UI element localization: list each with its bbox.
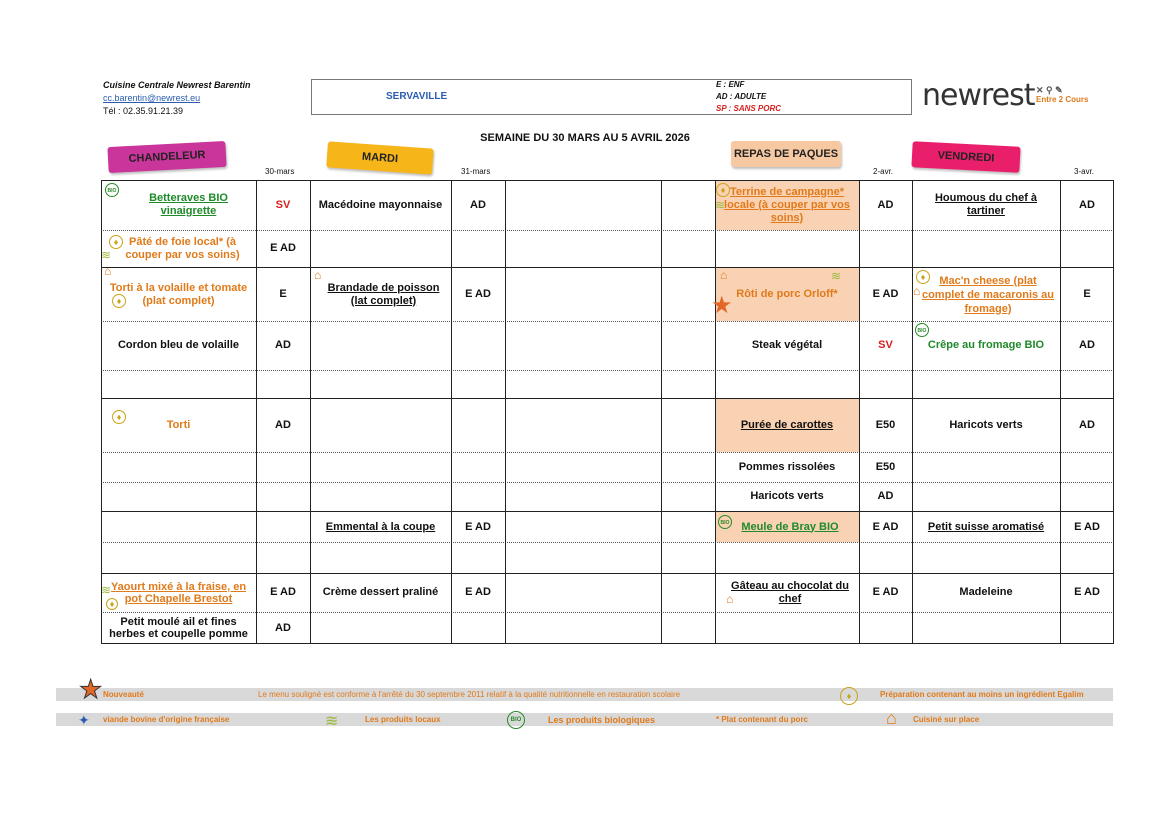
egalim-leaf-icon: ♦ xyxy=(916,270,930,284)
partner-logo-text: Entre 2 Cours xyxy=(1036,95,1089,104)
dish-fri-1: Houmous du chef à tartiner xyxy=(934,192,1038,217)
code-fri-6: AD xyxy=(1079,419,1095,431)
code-thu-9: E AD xyxy=(872,520,899,533)
bio-icon: BIO xyxy=(718,515,732,529)
kitchen-info xyxy=(103,79,251,118)
code-legend xyxy=(716,79,781,115)
code-mon-3: E xyxy=(279,288,287,300)
cooked-on-site-icon: ⌂ xyxy=(726,592,734,606)
dish-fri-3: Mac'n cheese (plat complet de macaronis au fromage) xyxy=(921,274,1055,315)
dish-mon-2: Pâté de foie local* (à couper par vos soins) xyxy=(125,235,240,261)
dish-tue-1: Macédoine mayonnaise xyxy=(318,198,443,211)
dish-tue-3: Brandade de poisson (lat complet) xyxy=(327,281,440,307)
code-thu-6: E50 xyxy=(875,419,896,431)
code-thu-1: AD xyxy=(877,198,894,211)
egalim-leaf-icon: ♦ xyxy=(112,410,126,424)
code-mon-6: AD xyxy=(275,419,291,431)
code-thu-4: SV xyxy=(878,339,893,351)
local-product-icon: ≋ xyxy=(831,269,842,283)
code-adulte: AD : ADULTE xyxy=(716,92,767,101)
newrest-logo: newrest xyxy=(922,78,1035,113)
local-product-icon: ≋ xyxy=(101,583,112,597)
dish-thu-8: Haricots verts xyxy=(750,490,824,502)
date-monday: 30-mars xyxy=(265,167,295,176)
legend-bio: Les produits biologiques xyxy=(548,715,656,725)
cooked-on-site-icon: ⌂ xyxy=(886,708,897,728)
date-tuesday: 31-mars xyxy=(461,167,491,176)
local-product-icon: ≋ xyxy=(715,198,726,212)
dish-thu-3: Rôti de porc Orloff* xyxy=(736,288,838,300)
code-thu-7: E50 xyxy=(875,460,896,473)
legend-local: Les produits locaux xyxy=(365,715,441,724)
dish-thu-1: Terrine de campagne* locale (à couper par vos soins) xyxy=(724,185,850,224)
new-star-icon: ★ xyxy=(711,292,733,319)
dish-fri-11: Madeleine xyxy=(959,586,1013,598)
code-fri-3: E xyxy=(1083,288,1091,300)
code-thu-8: AD xyxy=(877,490,894,502)
code-mon-1: SV xyxy=(275,198,291,211)
cooked-on-site-icon: ⌂ xyxy=(720,268,728,282)
dish-thu-9: Meule de Bray BIO xyxy=(741,520,839,533)
legend-egalim: Préparation contenant au moins un ingrédient Egalim xyxy=(880,690,1084,699)
kitchen-email-link[interactable]: cc.barentin@newrest.eu xyxy=(103,93,201,103)
dish-fri-9: Petit suisse aromatisé xyxy=(927,520,1045,533)
day-tag-tuesday: MARDI xyxy=(326,141,434,174)
bio-icon: BIO xyxy=(915,323,929,337)
code-fri-1: AD xyxy=(1079,198,1095,211)
partner-logo xyxy=(1036,85,1088,105)
dish-mon-3: Torti à la volaille et tomate (plat complet) xyxy=(109,281,248,307)
egalim-leaf-icon: ♦ xyxy=(112,294,126,308)
day-tag-monday: CHANDELEUR xyxy=(107,141,226,173)
egalim-leaf-icon: ♦ xyxy=(109,235,123,249)
code-enf: E : ENF xyxy=(716,80,745,89)
dish-thu-7: Pommes rissolées xyxy=(738,460,836,473)
legend-note: Le menu souligné est conforme à l'arrêté du 30 septembre 2011 relatif à la qualité nutritionnelle en restauration scolaire xyxy=(258,690,681,699)
dish-thu-6: Purée de carottes xyxy=(740,419,834,431)
code-fri-11: E AD xyxy=(1074,586,1100,598)
bio-icon: BIO xyxy=(507,711,525,729)
cooked-on-site-icon: ⌂ xyxy=(314,268,322,282)
egalim-leaf-icon: ♦ xyxy=(106,598,118,610)
dish-mon-1: Betteraves BIO vinaigrette xyxy=(149,192,228,217)
code-fri-9: E AD xyxy=(1074,520,1100,533)
kitchen-phone: Tél : 02.35.91.21.39 xyxy=(103,106,184,116)
dish-fri-6: Haricots verts xyxy=(949,419,1023,431)
code-tue-1: AD xyxy=(470,198,486,211)
code-sans-porc: SP : SANS PORC xyxy=(716,104,782,113)
week-title: SEMAINE DU 30 MARS AU 5 AVRIL 2026 xyxy=(480,132,690,144)
dish-tue-9: Emmental à la coupe xyxy=(325,520,436,533)
date-friday: 3-avr. xyxy=(1074,167,1095,176)
legend-pork: * Plat contenant du porc xyxy=(716,715,809,724)
code-mon-12: AD xyxy=(275,621,291,634)
code-mon-2: E AD xyxy=(270,242,296,254)
site-name: SERVAVILLE xyxy=(386,91,448,102)
dish-fri-4: Crêpe au fromage BIO xyxy=(927,339,1045,351)
day-tag-thursday: REPAS DE PAQUES xyxy=(731,141,841,167)
legend-new: Nouveauté xyxy=(103,690,144,699)
code-fri-4: AD xyxy=(1079,339,1095,351)
code-thu-11: E AD xyxy=(872,586,899,598)
dish-mon-11: Yaourt mixé à la fraise, en pot Chapelle Brestot xyxy=(110,580,247,605)
code-tue-9: E AD xyxy=(465,520,491,533)
dish-mon-12: Petit moulé ail et fines herbes et coupelle pomme xyxy=(109,616,248,640)
date-thursday: 2-avr. xyxy=(873,167,894,176)
cooked-on-site-icon: ⌂ xyxy=(913,284,921,298)
dish-mon-6: Torti xyxy=(166,419,191,431)
egalim-leaf-icon: ♦ xyxy=(840,687,858,705)
code-thu-3: E AD xyxy=(872,288,899,300)
dish-thu-11: Gâteau au chocolat du chef xyxy=(731,579,849,605)
utensils-icon: ✕ ⚲ ✎ xyxy=(1036,85,1063,95)
kitchen-name: Cuisine Centrale Newrest Barentin xyxy=(103,80,251,90)
local-product-icon: ≋ xyxy=(325,713,339,730)
legend-beef: viande bovine d'origine française xyxy=(103,715,230,724)
dish-mon-4: Cordon bleu de volaille xyxy=(117,339,240,351)
code-tue-11: E AD xyxy=(465,586,491,598)
french-beef-icon: ✦ xyxy=(78,712,90,728)
egalim-leaf-icon: ♦ xyxy=(716,183,730,197)
menu-grid xyxy=(101,180,1114,644)
day-tag-friday: VENDREDI xyxy=(911,141,1020,173)
dish-tue-11: Crème dessert praliné xyxy=(322,586,439,598)
new-star-icon: ★ xyxy=(79,674,103,704)
dish-thu-4: Steak végétal xyxy=(751,339,823,351)
bio-icon: BIO xyxy=(105,183,119,197)
legend-onsite: Cuisiné sur place xyxy=(913,715,980,724)
cooked-on-site-icon: ⌂ xyxy=(104,264,112,278)
local-product-icon: ≋ xyxy=(101,248,112,262)
code-mon-4: AD xyxy=(275,339,291,351)
code-tue-3: E AD xyxy=(465,288,491,300)
code-mon-11: E AD xyxy=(270,586,296,598)
